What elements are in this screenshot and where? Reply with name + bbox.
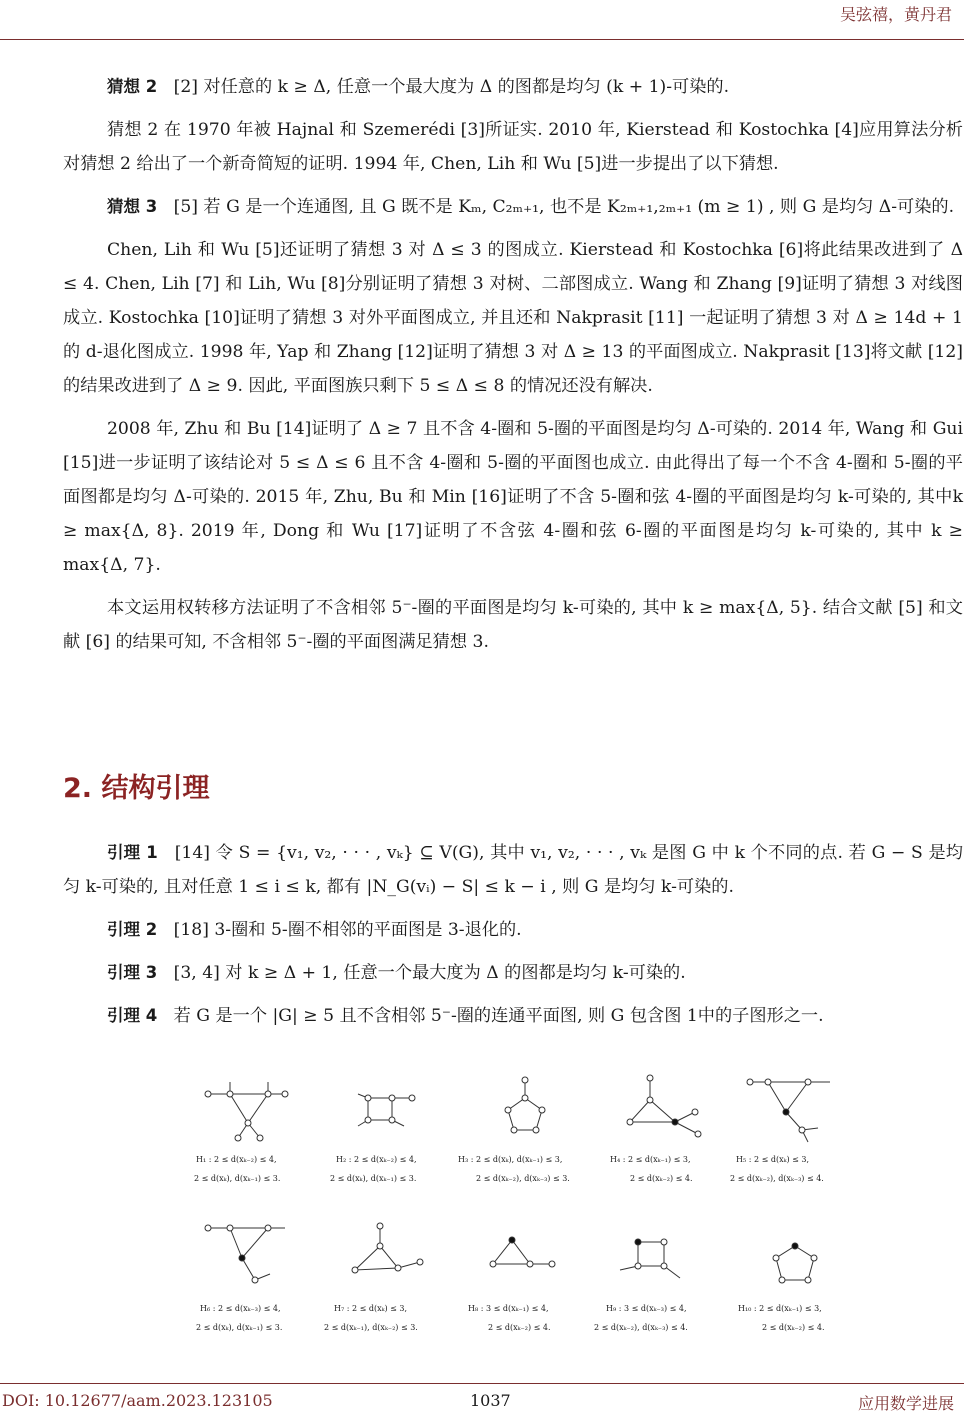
- lemma-4-label: 引理 4: [107, 1006, 158, 1025]
- graph-h3: [505, 1077, 545, 1133]
- section-title: 2. 结构引理: [63, 773, 210, 804]
- graph-h10: [773, 1243, 817, 1283]
- body-text: [63, 70, 963, 668]
- caption-h1-a: H₁ : 2 ≤ d(xₖ₋₂) ≤ 4,: [196, 1155, 277, 1164]
- header-authors: 吴弦禧，黄丹君: [839, 5, 952, 24]
- lemma-3-label: 引理 3: [107, 963, 158, 982]
- conjecture-2: [63, 70, 963, 104]
- paragraph-1: 猜想 2 在 1970 年被 Hajnal 和 Szemerédi [3]所证实. 2010 年, Kierstead 和 Kostochka [4]应用算法分析对猜想 2 给出了一个新奇简短的证明. 1994 年, Chen, Lih 和 Wu [5]进一步提出了以下猜想.: [63, 120, 963, 174]
- conjecture-3-label: 猜想 3: [107, 197, 158, 216]
- conjecture-3: [63, 190, 963, 224]
- footer-divider: [0, 1383, 964, 1384]
- caption-h4-a: H₄ : 2 ≤ d(xₖ₋₁) ≤ 3,: [610, 1155, 691, 1164]
- caption-h3-b: 2 ≤ d(xₖ₋₂), d(xₖ₋₃) ≤ 3.: [476, 1174, 570, 1183]
- graph-h8: [490, 1237, 555, 1267]
- caption-h7-a: H₇ : 2 ≤ d(xₖ) ≤ 3,: [334, 1304, 408, 1313]
- conjecture-2-text: [2] 对任意的 k ≥ Δ, 任意一个最大度为 Δ 的图都是均匀 (k + 1)-可染的.: [173, 77, 730, 97]
- caption-h8-b: 2 ≤ d(xₖ₋₂) ≤ 4.: [488, 1323, 551, 1332]
- paragraph-3: 2008 年, Zhu 和 Bu [14]证明了 Δ ≥ 7 且不含 4-圈和 5-圈的平面图是均匀 Δ-可染的. 2014 年, Wang 和 Gui [15]进一步证明了该结论对 5 ≤ Δ ≤ 6 且不含 4-圈和 5-圈的平面图也成立. 由此得出了每一个不含 4-圈和 5-圈的平面图都是均匀 Δ-可染的. 2015 年, Zhu, Bu 和 Min [16]证明了不含 5-圈和弦 4-圈的平面图是均匀 k-可染的, 其中k ≥ max{Δ, 8}. 2019 年, Dong 和 Wu [17]证明了不含弦 4-圈和弦 6-圈的平面图是均匀 k-可染的, 其中 k ≥ max{Δ, 7}.: [63, 419, 963, 575]
- lemma-2-label: 引理 2: [107, 920, 158, 939]
- lemma-2: [63, 913, 963, 947]
- caption-h9-a: H₉ : 3 ≤ d(xₖ₋₃) ≤ 4,: [606, 1304, 687, 1313]
- caption-h8-a: H₈ : 3 ≤ d(xₖ₋₁) ≤ 4,: [468, 1304, 549, 1313]
- lemma-4: [63, 999, 963, 1033]
- paragraph-4: 本文运用权转移方法证明了不含相邻 5⁻-圈的平面图是均匀 k-可染的, 其中 k ≥ max{Δ, 5}. 结合文献 [5] 和文献 [6] 的结果可知, 不含相邻 5⁻-圈的平面图满足猜想 3.: [63, 598, 963, 652]
- conjecture-2-label: 猜想 2: [107, 77, 158, 96]
- caption-h2-a: H₂ : 2 ≤ d(xₖ₋₂) ≤ 4,: [336, 1155, 417, 1164]
- caption-h7-b: 2 ≤ d(xₖ₋₁), d(xₖ₋₂) ≤ 3.: [324, 1323, 418, 1332]
- graph-h1: [205, 1082, 288, 1141]
- caption-h6-a: H₆ : 2 ≤ d(xₖ₋₃) ≤ 4,: [200, 1304, 281, 1313]
- caption-h10-a: H₁₀ : 2 ≤ d(xₖ₋₁) ≤ 3,: [738, 1304, 822, 1313]
- caption-h5-b: 2 ≤ d(xₖ₋₂), d(xₖ₋₃) ≤ 4.: [730, 1174, 824, 1183]
- graph-h2: [358, 1094, 415, 1126]
- paragraph-2: Chen, Lih 和 Wu [5]还证明了猜想 3 对 Δ ≤ 3 的图成立. Kierstead 和 Kostochka [6]将此结果改进到了 Δ ≤ 4. Chen, Lih [7] 和 Lih, Wu [8]分别证明了猜想 3 对树、二部图成立. Wang 和 Zhang [9]证明了猜想 3 对线图成立. Kostochka [10]证明了猜想 3 对外平面图成立, 并且还和 Nakprasit [11] 一起证明了猜想 3 对 Δ ≥ 14d + 1 的 d-退化图成立. 1998 年, Yap 和 Zhang [12]证明了猜想 3 对 Δ ≥ 13 的平面图成立. Nakprasit [13]将文献 [12]的结果改进到了 Δ ≥ 9. 因此, 平面图族只剩下 5 ≤ Δ ≤ 8 的情况还没有解决.: [63, 240, 963, 396]
- lemma-3-text: [3, 4] 对 k ≥ Δ + 1, 任意一个最大度为 Δ 的图都是均匀 k-可染的.: [173, 963, 686, 983]
- lemma-4-text: 若 G 是一个 |G| ≥ 5 且不含相邻 5⁻-圈的连通平面图, 则 G 包含图 1中的子图形之一.: [173, 1006, 824, 1026]
- graph-h9: [620, 1239, 680, 1278]
- graph-h6: [205, 1225, 285, 1283]
- caption-h10-b: 2 ≤ d(xₖ₋₂) ≤ 4.: [762, 1323, 825, 1332]
- lemma-1-text: [14] 令 S = {v₁, v₂, · · · , vₖ} ⊆ V(G), 其中 v₁, v₂, · · · , vₖ 是图 G 中 k 个不同的点. 若 G − S 是均匀 k-可染的, 且对任意 1 ≤ i ≤ k, 都有 |N_G(vᵢ) − S| ≤ k − i , 则 G 是均匀 k-可染的.: [63, 843, 963, 897]
- footer-doi[interactable]: DOI: 10.12677/aam.2023.123105: [2, 1391, 273, 1410]
- lemma-1: [63, 836, 963, 904]
- lemmas: [63, 836, 963, 1042]
- caption-h1-b: 2 ≤ d(xₖ), d(xₖ₋₁) ≤ 3.: [194, 1174, 281, 1183]
- lemma-2-text: [18] 3-圈和 5-圈不相邻的平面图是 3-退化的.: [173, 920, 522, 940]
- caption-h9-b: 2 ≤ d(xₖ₋₂), d(xₖ₋₃) ≤ 4.: [594, 1323, 688, 1332]
- graph-h4: [627, 1075, 701, 1137]
- caption-h5-a: H₅ : 2 ≤ d(xₖ) ≤ 3,: [736, 1155, 810, 1164]
- caption-h4-b: 2 ≤ d(xₖ₋₂) ≤ 4.: [630, 1174, 693, 1183]
- graph-h5: [747, 1079, 830, 1142]
- header-divider: [0, 39, 964, 40]
- caption-h3-a: H₃ : 2 ≤ d(xₖ), d(xₖ₋₁) ≤ 3,: [458, 1155, 563, 1164]
- lemma-3: [63, 956, 963, 990]
- graph-h7: [352, 1223, 423, 1273]
- conjecture-3-text: [5] 若 G 是一个连通图, 且 G 既不是 Kₘ, C₂ₘ₊₁, 也不是 K₂ₘ₊₁,₂ₘ₊₁ (m ≥ 1) , 则 G 是均匀 Δ-可染的.: [173, 197, 955, 217]
- figure-1-subgraphs: [190, 1068, 850, 1340]
- caption-h2-b: 2 ≤ d(xₖ), d(xₖ₋₁) ≤ 3.: [330, 1174, 417, 1183]
- journal-name: 应用数学进展: [857, 1394, 954, 1413]
- page-number: 1037: [470, 1391, 511, 1410]
- lemma-1-label: 引理 1: [107, 843, 158, 862]
- caption-h6-b: 2 ≤ d(xₖ), d(xₖ₋₁) ≤ 3.: [196, 1323, 283, 1332]
